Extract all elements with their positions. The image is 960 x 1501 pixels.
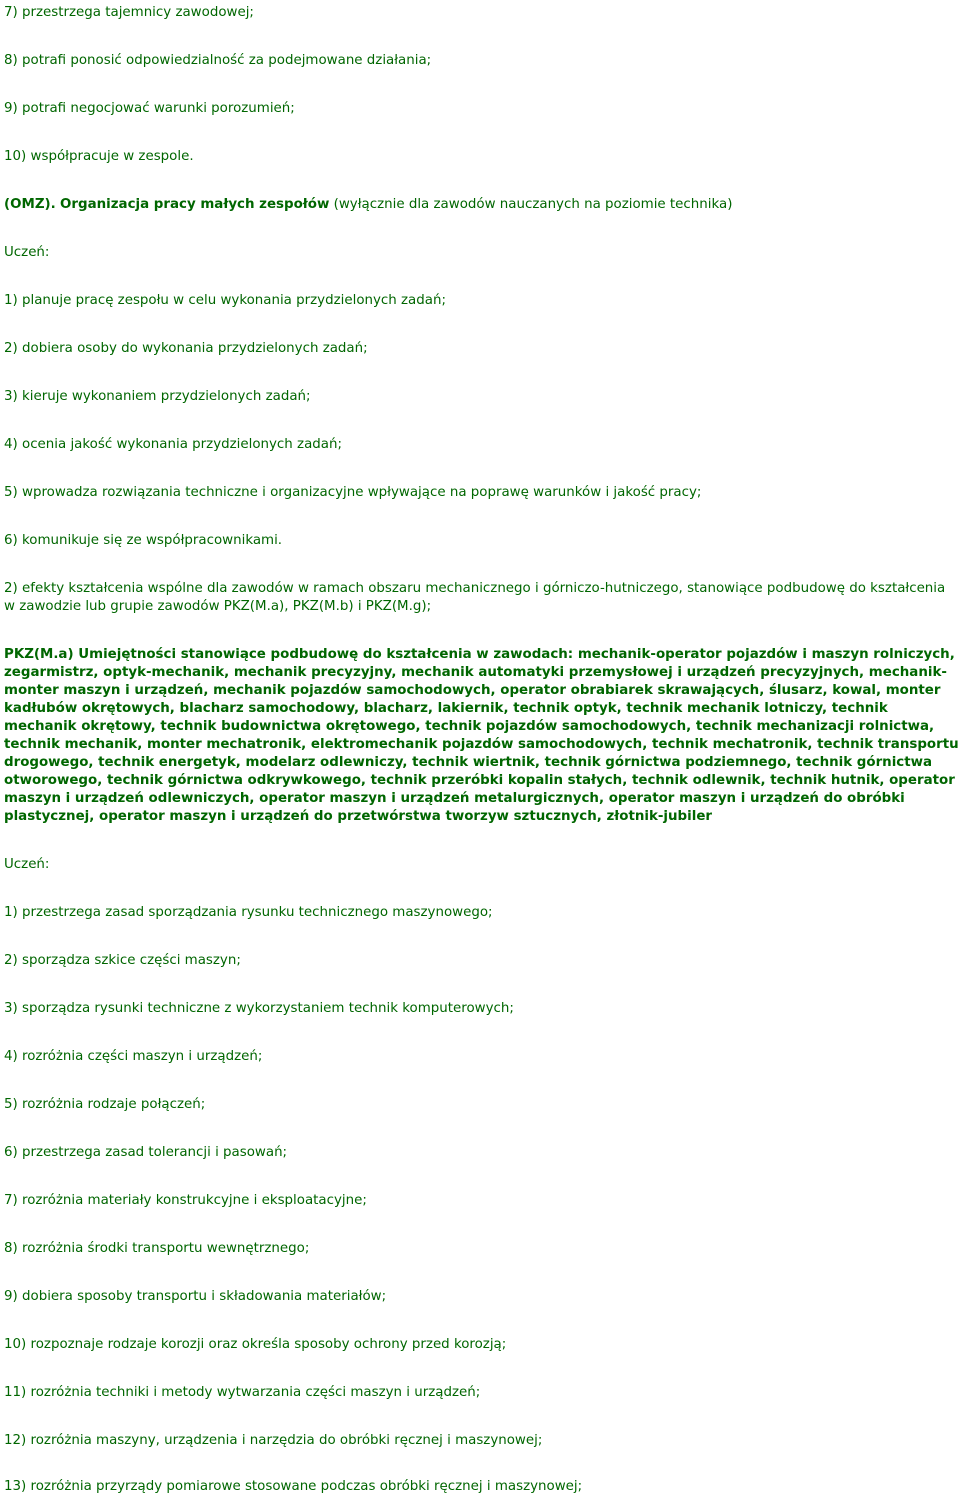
list-item: 13) rozróżnia przyrządy pomiarowe stosowane podczas obróbki ręcznej i maszynowej; [4, 1479, 583, 1494]
list-item: 9) dobiera sposoby transportu i składowania materiałów; [4, 1289, 387, 1304]
list-item: 3) kieruje wykonaniem przydzielonych zadań; [4, 389, 311, 404]
section-2-text: 2) efekty kształcenia wspólne dla zawodów w ramach obszaru mechanicznego i górniczo-hutniczego, stanowiące podbudowę do kształcenia w zawodzie lub grupie zawodów PKZ(M.a), PKZ(M.b) i PKZ(M.g); [4, 581, 946, 614]
list-item: 5) rozróżnia rodzaje połączeń; [4, 1097, 206, 1112]
list-item: 3) sporządza rysunki techniczne z wykorzystaniem technik komputerowych; [4, 1001, 514, 1016]
omz-heading [4, 196, 732, 214]
omz-note: (wyłącznie dla zawodów nauczanych na poziomie technika) [333, 197, 733, 212]
list-item: 12) rozróżnia maszyny, urządzenia i narzędzia do obróbki ręcznej i maszynowej; [4, 1433, 543, 1448]
list-item: 10) rozpoznaje rodzaje korozji oraz określa sposoby ochrony przed korozją; [4, 1337, 507, 1352]
list-item: 1) przestrzega zasad sporządzania rysunku technicznego maszynowego; [4, 905, 493, 920]
list-item: 5) wprowadza rozwiązania techniczne i organizacyjne wpływające na poprawę warunków i jakość pracy; [4, 485, 702, 500]
uczen-label: Uczeń: [4, 857, 50, 872]
list-item: 8) rozróżnia środki transportu wewnętrznego; [4, 1241, 310, 1256]
list-item: 4) rozróżnia części maszyn i urządzeń; [4, 1049, 263, 1064]
omz-code: (OMZ). [4, 197, 56, 212]
list-item: 2) sporządza szkice części maszyn; [4, 953, 241, 968]
list-item: 7) rozróżnia materiały konstrukcyjne i eksploatacyjne; [4, 1193, 367, 1208]
list-item: 11) rozróżnia techniki i metody wytwarzania części maszyn i urządzeń; [4, 1385, 481, 1400]
pkz-heading: PKZ(M.a) Umiejętności stanowiące podbudowę do kształcenia w zawodach: mechanik-operator pojazdów i maszyn rolniczych, zegarmistrz, optyk-mechanik, mechanik precyzyjny, mechanik automatyki przemysłowej i urządzeń precyzyjnych, mechanik-monter maszyn i urządzeń, mechanik pojazdów samochodowych, operator obrabiarek skrawających, ślusarz, kowal, monter kadłubów okrętowych, blacharz samochodowy, blacharz, lakiernik, technik optyk, technik mechanik lotniczy, technik mechanik okrętowy, technik budownictwa okrętowego, technik pojazdów samochodowych, technik mechanizacji rolnictwa, technik mechanik, monter mechatronik, elektromechanik pojazdów samochodowych, technik mechatronik, technik transportu drogowego, technik energetyk, modelarz odlewniczy, technik wiertnik, technik górnictwa podziemnego, technik górnictwa otworowego, technik górnictwa odkrywkowego, technik przeróbki kopalin stałych, technik odlewnik, technik hutnik, operator maszyn i urządzeń odlewniczych, operator maszyn i urządzeń metalurgicznych, operator maszyn i urządzeń do obróbki plastycznej, operator maszyn i urządzeń do przetwórstwa tworzyw sztucznych, złotnik-jubiler [4, 647, 959, 824]
uczen-label: Uczeń: [4, 245, 50, 260]
list-item: 6) przestrzega zasad tolerancji i pasowań; [4, 1145, 288, 1160]
list-item: 9) potrafi negocjować warunki porozumień; [4, 101, 295, 116]
list-item: 10) współpracuje w zespole. [4, 149, 194, 164]
list-item: 7) przestrzega tajemnicy zawodowej; [4, 5, 254, 20]
list-item: 4) ocenia jakość wykonania przydzielonych zadań; [4, 437, 342, 452]
list-item: 8) potrafi ponosić odpowiedzialność za podejmowane działania; [4, 53, 432, 68]
omz-title: Organizacja pracy małych zespołów [60, 197, 330, 212]
list-item: 1) planuje pracę zespołu w celu wykonania przydzielonych zadań; [4, 293, 446, 308]
list-item: 2) dobiera osoby do wykonania przydzielonych zadań; [4, 341, 368, 356]
list-item: 6) komunikuje się ze współpracownikami. [4, 533, 283, 548]
